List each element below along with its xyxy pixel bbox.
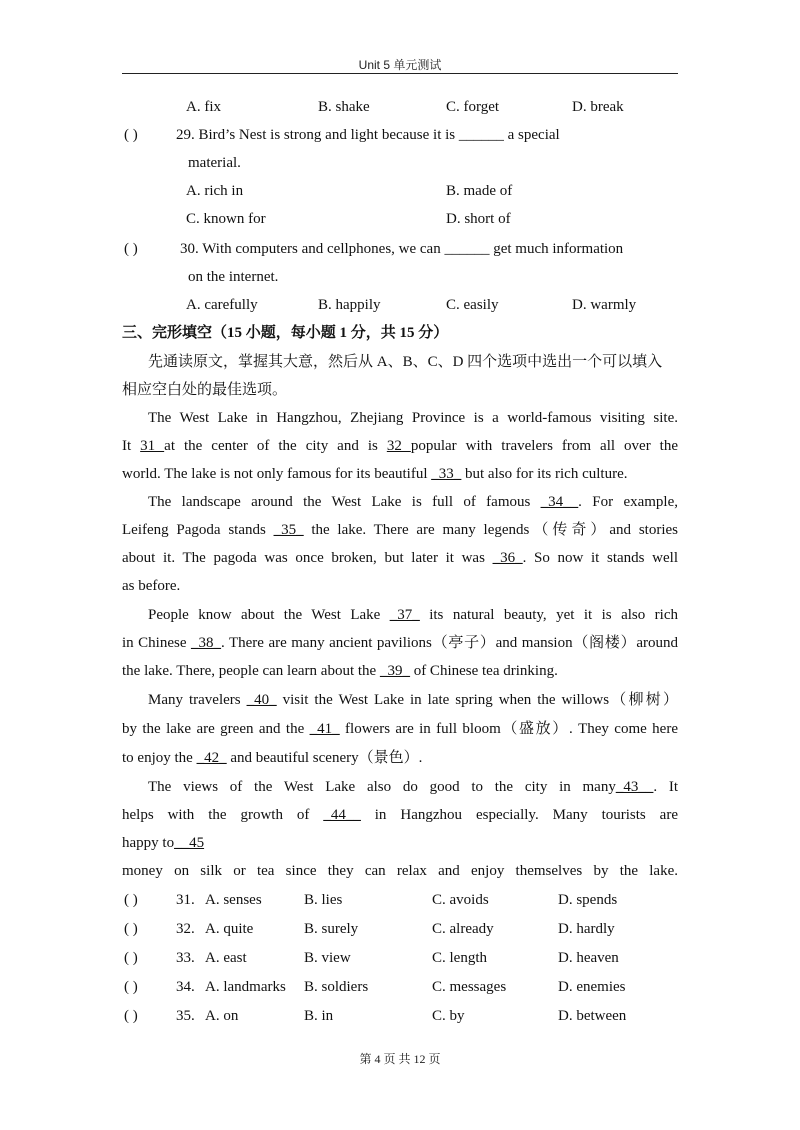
option-c: C. length [432, 950, 487, 966]
blank-33: _33_ [431, 466, 462, 482]
answer-bracket: ( ) [124, 921, 138, 937]
passage-line: The views of the West Lake also do good to the city in many_43__. It [148, 779, 678, 795]
q29-stem-cont: material. [188, 155, 241, 171]
blank-45: __45 [174, 835, 205, 851]
page-footer: 第 4 页 共 12 页 [359, 1052, 441, 1066]
option-a: A. landmarks [205, 979, 286, 995]
blank-32: 32 [386, 438, 411, 454]
q30-option-a: A. carefully [186, 297, 258, 313]
section-instructions: 先通读原文，掌握其大意，然后从 A、B、C、D 四个选项中选出一个可以填入 [148, 354, 663, 370]
q29-answer-bracket: ( ) [124, 127, 138, 143]
option-d: D. between [558, 1008, 627, 1024]
q28-option-c: C. forget [446, 99, 500, 115]
option-a: A. quite [205, 921, 254, 937]
question-number: 34. [176, 979, 195, 995]
q28-option-b: B. shake [318, 99, 370, 115]
passage-line: It 31 at the center of the city and is 32 popular with travelers from all over the [122, 438, 679, 454]
answer-bracket: ( ) [124, 1008, 138, 1024]
blank-43: _43__ [615, 779, 654, 795]
passage-line: world. The lake is not only famous for its beautiful _33_ but also for its rich culture. [122, 466, 628, 482]
question-number: 35. [176, 1008, 195, 1024]
blank-39: _39_ [379, 663, 410, 679]
question-number: 32. [176, 921, 195, 937]
passage-line: to enjoy the _42_ and beautiful scenery（景色）. [122, 750, 423, 766]
q29-option-c: C. known for [186, 211, 266, 227]
blank-40: _40_ [246, 692, 277, 708]
passage-line: the lake. There, people can learn about the _39_ of Chinese tea drinking. [122, 663, 558, 679]
option-b: B. lies [304, 892, 343, 908]
option-d: D. heaven [558, 950, 619, 966]
option-d: D. hardly [558, 921, 615, 937]
answer-bracket: ( ) [124, 892, 138, 908]
option-c: C. by [432, 1008, 465, 1024]
passage-line: Many travelers _40_ visit the West Lake in late spring when the willows（柳树） [148, 692, 678, 708]
passage-line: The West Lake in Hangzhou, Zhejiang Province is a world-famous visiting site. [148, 410, 678, 426]
blank-41: _41_ [309, 721, 340, 737]
page-header: Unit 5 单元测试 [358, 58, 442, 72]
passage-line: The landscape around the West Lake is full of famous _34__. For example, [148, 494, 678, 510]
answer-bracket: ( ) [124, 979, 138, 995]
q30-answer-bracket: ( ) [124, 241, 138, 257]
q29-option-a: A. rich in [186, 183, 244, 199]
section-title: 三、完形填空（15 小题，每小题 1 分，共 15 分） [122, 325, 449, 341]
q30-stem-cont: on the internet. [188, 269, 279, 285]
header-divider [122, 73, 678, 74]
answer-bracket: ( ) [124, 950, 138, 966]
option-d: D. enemies [558, 979, 626, 995]
blank-38: _38_ [191, 635, 221, 651]
passage-line: in Chinese _38_. There are many ancient pavilions（亭子）and mansion（阁楼）around [122, 635, 678, 651]
passage-line: by the lake are green and the _41_ flowers are in full bloom（盛放）. They come here [122, 721, 678, 737]
passage-line: money on silk or tea since they can relax and enjoy themselves by the lake. [122, 863, 678, 879]
q30-option-d: D. warmly [572, 297, 637, 313]
option-a: A. on [205, 1008, 239, 1024]
passage-line: happy to__45 [122, 835, 205, 851]
q28-option-d: D. break [572, 99, 624, 115]
question-number: 33. [176, 950, 195, 966]
q28-option-a: A. fix [186, 99, 221, 115]
question-number: 31. [176, 892, 195, 908]
passage-line: as before. [122, 578, 181, 594]
blank-37: _37_ [389, 607, 420, 623]
option-c: C. avoids [432, 892, 489, 908]
blank-44: _44__ [323, 807, 361, 823]
passage-line: People know about the West Lake _37_ its natural beauty, yet it is also rich [148, 607, 678, 623]
q29-option-b: B. made of [446, 183, 513, 199]
section-instructions-cont: 相应空白处的最佳选项。 [122, 382, 288, 398]
q30-option-c: C. easily [446, 297, 499, 313]
option-a: A. senses [205, 892, 262, 908]
option-c: C. messages [432, 979, 507, 995]
blank-42: _42_ [196, 750, 227, 766]
blank-34: _34__ [540, 494, 579, 510]
option-b: B. surely [304, 921, 359, 937]
option-c: C. already [432, 921, 494, 937]
blank-35: _35_ [273, 522, 304, 538]
option-b: B. view [304, 950, 351, 966]
option-b: B. in [304, 1008, 334, 1024]
option-a: A. east [205, 950, 247, 966]
blank-31: 31 [140, 438, 165, 454]
passage-line: Leifeng Pagoda stands _35_ the lake. There are many legends（传奇）and stories [122, 522, 678, 538]
q29-option-d: D. short of [446, 211, 511, 227]
option-b: B. soldiers [304, 979, 369, 995]
option-d: D. spends [558, 892, 618, 908]
blank-36: _36_ [492, 550, 523, 566]
q30-stem: 30. With computers and cellphones, we can ______ get much information [180, 241, 624, 257]
passage-line: helps with the growth of _44__ in Hangzhou especially. Many tourists are [122, 807, 678, 823]
passage-line: about it. The pagoda was once broken, but later it was _36_. So now it stands well [122, 550, 678, 566]
q30-option-b: B. happily [318, 297, 381, 313]
q29-stem: 29. Bird’s Nest is strong and light because it is ______ a special [176, 127, 560, 143]
